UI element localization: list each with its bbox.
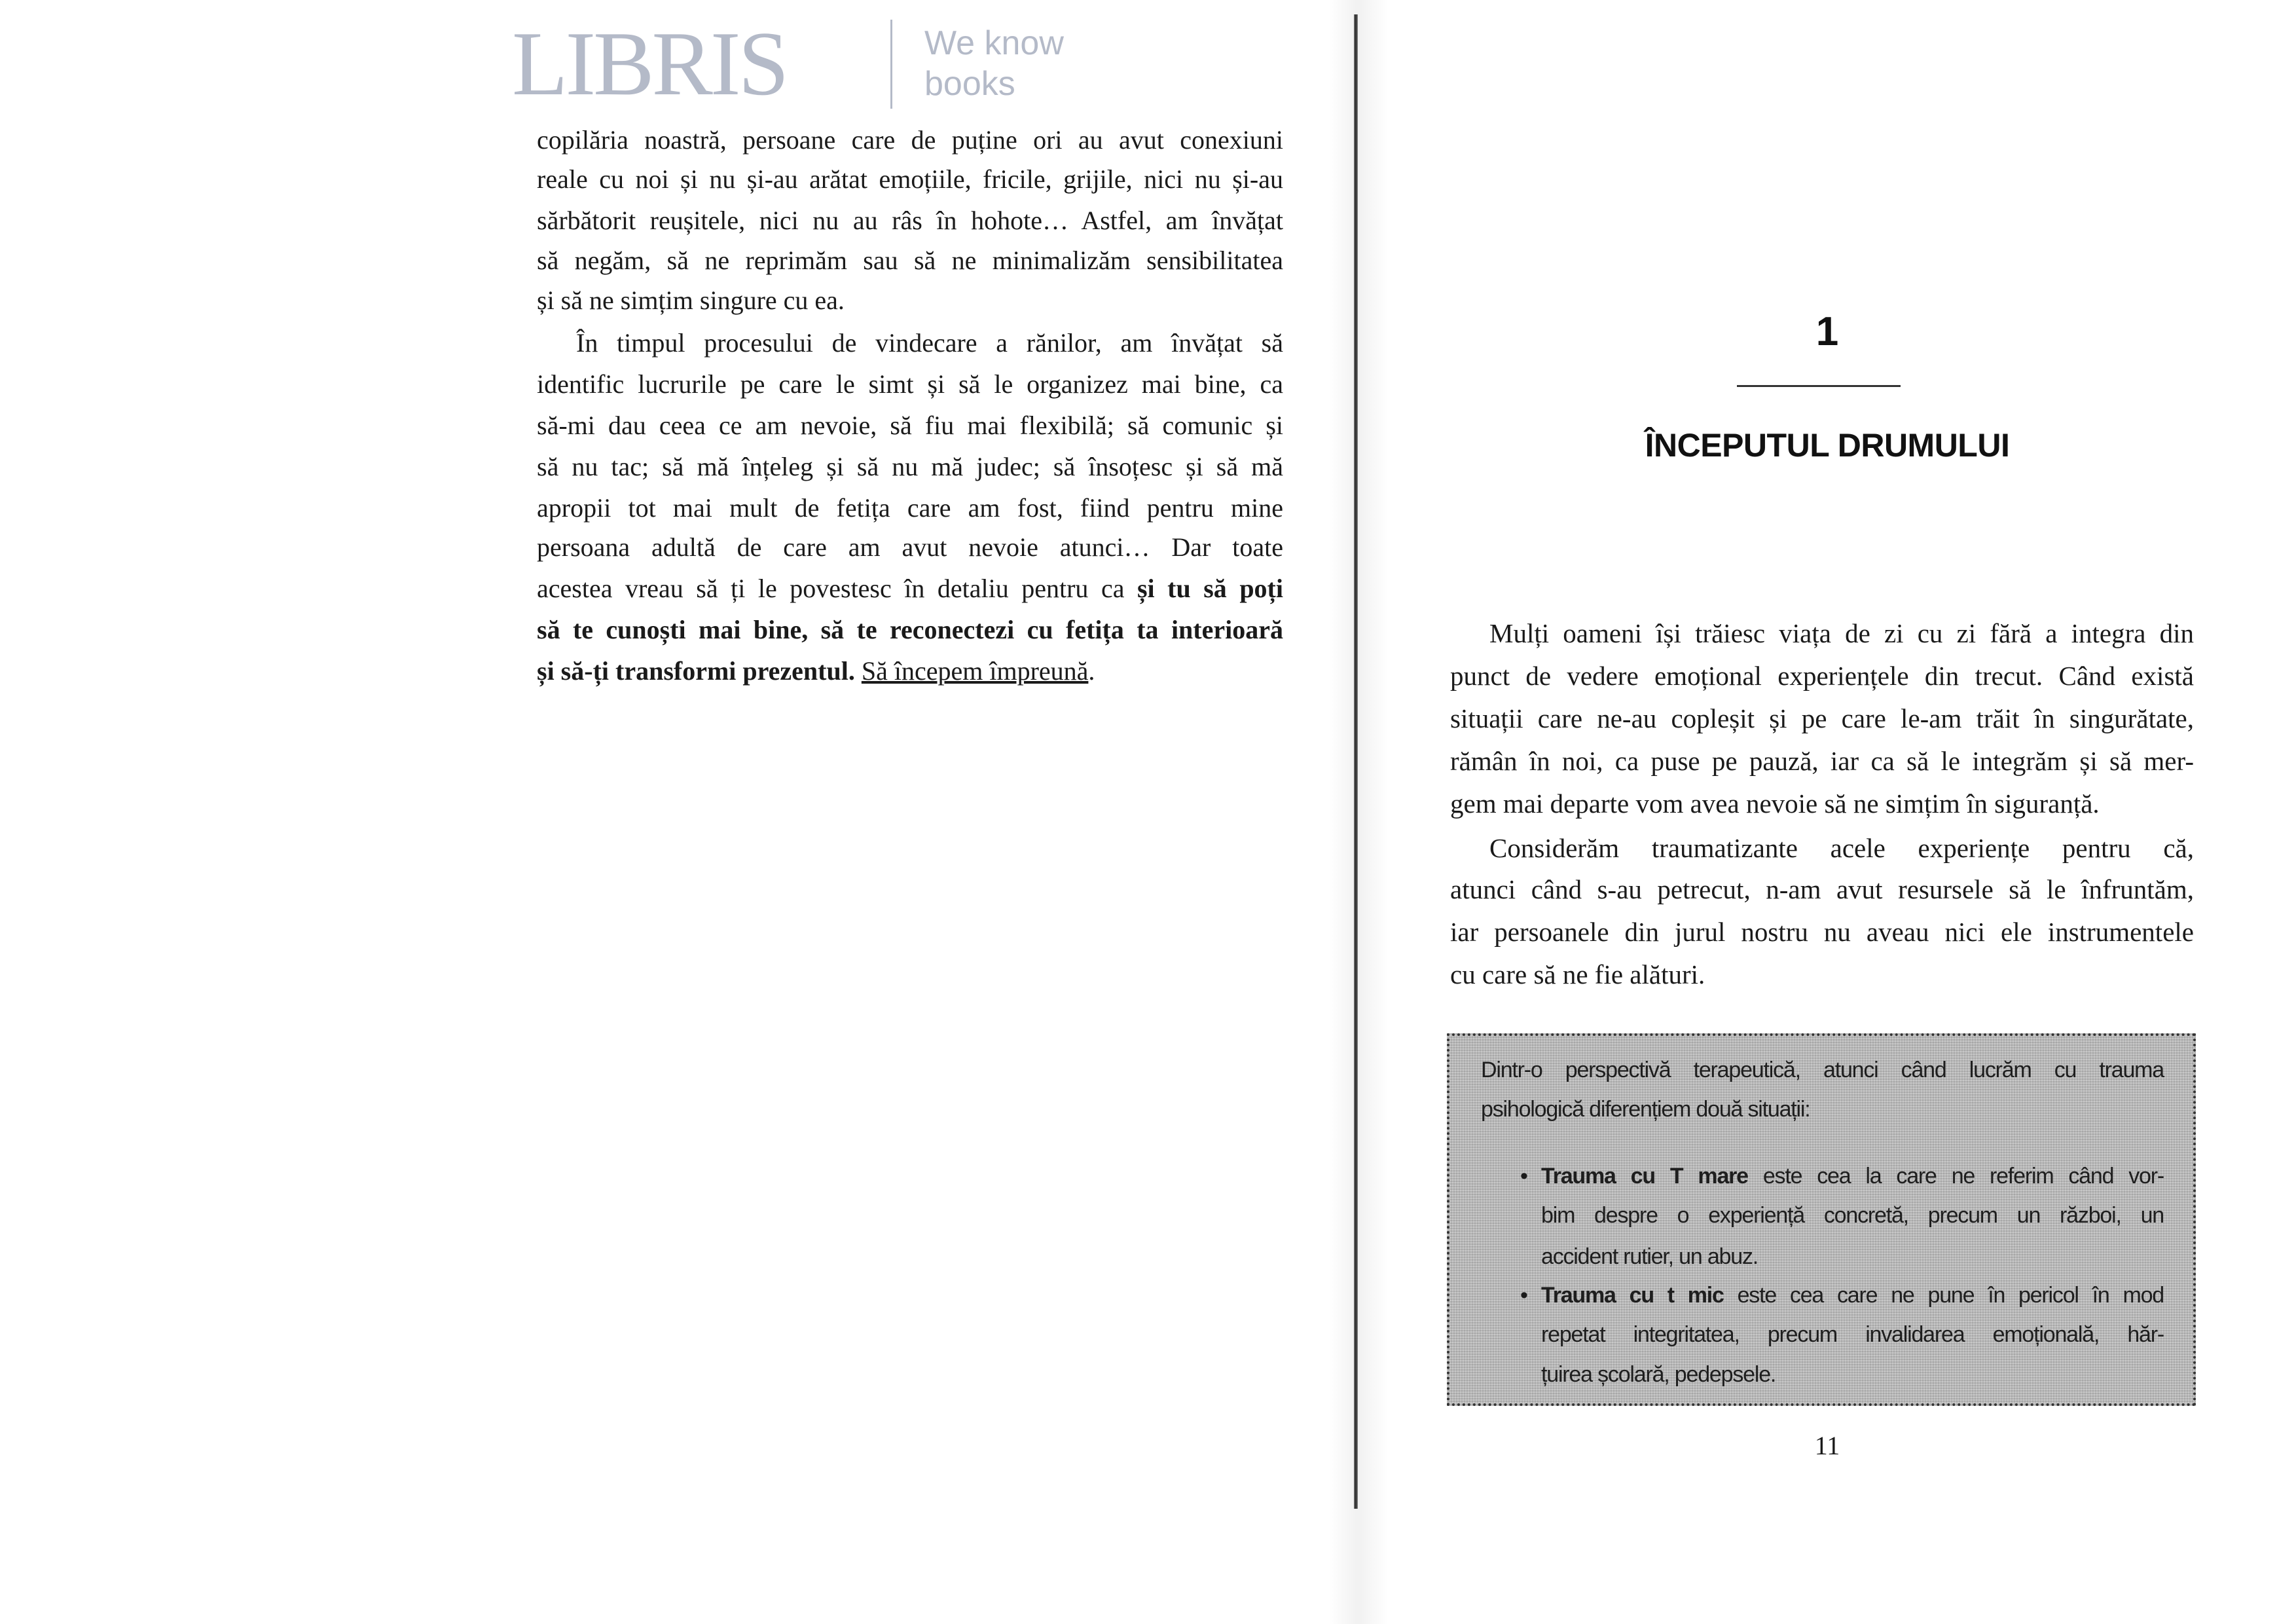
bold-text: să te cunoști mai bine, să te reconectezi cu fetița ta interioară [537,615,1283,644]
space [855,656,862,686]
text-line [537,569,1283,608]
libris-watermark [512,13,1167,115]
page-number: 11 [1814,1431,1840,1460]
text-line: iar persoanele din jurul nostru nu aveau nici ele instrumentele [1450,917,2194,947]
watermark-brand: LIBRIS [512,13,787,115]
bold-term: Trauma cu t mic [1541,1283,1724,1308]
bullet-icon: • [1520,1164,1528,1189]
watermark-divider [890,20,892,109]
text-line: În timpul procesului de vindecare a rănilor, am învățat să [576,328,1283,358]
box-item-line: accident rutier, un abuz. [1541,1244,1758,1269]
text-line: persoana adultă de care am avut nevoie atunci… Dar toate [537,532,1283,562]
text-line: punct de vedere emoțional experiențele din trecut. Când există [1450,661,2194,691]
box-intro-line: psihologică diferențiem două situații: [1481,1097,1810,1122]
text-line: sărbătorit reușitele, nici nu au râs în hohote… Astfel, am învățat [537,206,1283,235]
chapter-title: ÎNCEPUTUL DRUMULUI [1645,427,2010,464]
text-line: să nu tac; să mă înțeleg și să nu mă judec; să însoțesc și să mă [537,452,1283,481]
box-item-line [1541,1277,2164,1314]
text-line: situații care ne-au copleșit și pe care le-am trăit în singurătate, [1450,703,2194,733]
bold-text: și să-ți transformi prezentul. [537,656,855,686]
period: . [1088,656,1095,686]
box-item-line: țuirea școlară, pedepsele. [1541,1362,1776,1387]
bold-text: și tu să poți [1137,574,1283,603]
chapter-divider [1737,385,1901,387]
text-line: să-mi dau ceea ce am nevoie, să fiu mai flexibilă; să comunic și [537,411,1283,440]
bullet-icon: • [1520,1283,1528,1308]
box-item-line [1541,1158,2164,1194]
text: este cea la care ne referim când vor- [1747,1164,2164,1189]
box-intro-line: Dintr-o perspectivă terapeutică, atunci când lucrăm cu trauma [1481,1058,2164,1082]
text: este cea care ne pune în pericol în mod [1723,1283,2164,1308]
text-line: să negăm, să ne reprimăm sau să ne minimalizăm sensibilitatea [537,246,1283,275]
text-line: copilăria noastră, persoane care de puține ori au avut conexiuni [537,125,1283,155]
text-line: atunci când s-au petrecut, n-am avut resursele să le înfruntăm, [1450,874,2194,904]
box-item-line: repetat integritatea, precum invalidarea emoțională, hăr- [1541,1322,2164,1347]
bold-term: Trauma cu T mare [1541,1164,1748,1189]
watermark-tagline-2: books [924,65,1015,103]
right-page [1358,0,2296,1624]
chapter-number: 1 [1815,309,1839,354]
watermark-tagline-1: We know [924,24,1064,62]
text-line: și să ne simțim singure cu ea. [537,286,845,315]
text-line: Considerăm traumatizante acele experiențe pentru că, [1489,833,2194,863]
text-line: apropii tot mai mult de fetița care am fost, fiind pentru mine [537,493,1283,523]
text-line: gem mai departe vom avea nevoie să ne simțim în siguranță. [1450,788,2100,819]
text-line: rămân în noi, ca puse pe pauză, iar ca să le integrăm și să mer- [1450,746,2194,776]
text-line: reale cu noi și nu și-au arătat emoțiile, fricile, grijile, nici nu și-au [537,164,1283,194]
underlined-text: Să începem împreună [861,656,1089,686]
box-item-line: bim despre o experiență concretă, precum un război, un [1541,1203,2164,1228]
text-line [537,610,1283,650]
text-line: Mulți oameni își trăiesc viața de zi cu zi fără a integra din [1489,618,2194,648]
text-line: identific lucrurile pe care le simt și să le organizez mai bine, ca [537,369,1283,399]
text: acestea vreau să ți le povestesc în detaliu pentru ca [537,574,1137,603]
text-line [537,652,1283,691]
trauma-info-box [1447,1033,2196,1406]
text-line: cu care să ne fie alături. [1450,959,1705,989]
